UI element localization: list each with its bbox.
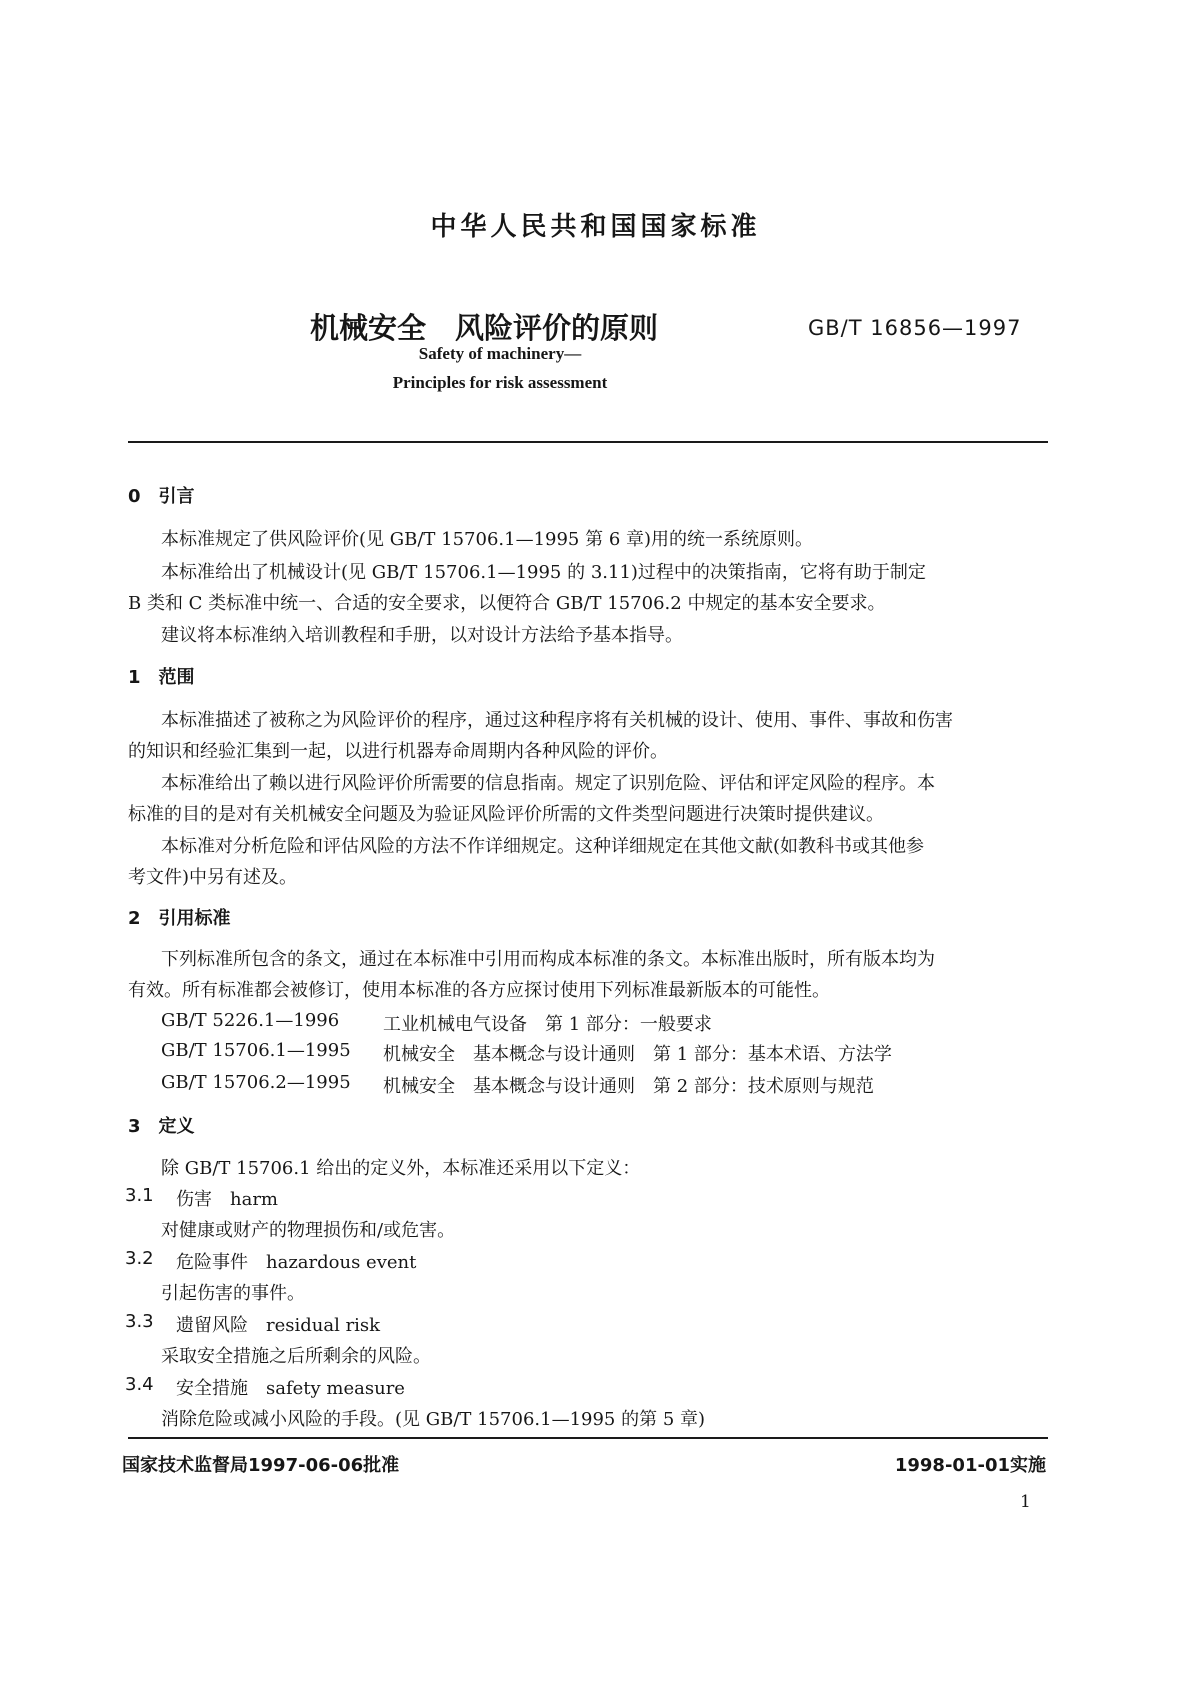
section-2-line: 有效。所有标准都会被修订，使用本标准的各方应探讨使用下列标准最新版本的可能性。	[128, 980, 830, 1001]
section-0-line: 建议将本标准纳入培训教程和手册，以对设计方法给予基本指导。	[161, 625, 683, 646]
definition-text: 对健康或财产的物理损伤和/或危害。	[161, 1220, 456, 1241]
section-3-heading: 3 定义	[128, 1116, 195, 1137]
section-0-line: B 类和 C 类标准中统一、合适的安全要求，以便符合 GB/T 15706.2 中规定的基本安全要求。	[128, 593, 886, 614]
definition-number: 3.2	[125, 1248, 154, 1269]
definition-number: 3.4	[125, 1374, 154, 1395]
section-2-line: 下列标准所包含的条文，通过在本标准中引用而构成本标准的条文。本标准出版时，所有版本均为	[161, 949, 935, 970]
footer-rule	[128, 1437, 1048, 1439]
section-3-intro: 除 GB/T 15706.1 给出的定义外，本标准还采用以下定义：	[161, 1158, 641, 1179]
definition-text: 消除危险或减小风险的手段。(见 GB/T 15706.1—1995 的第 5 章)	[161, 1409, 706, 1430]
title-en-line-1: Safety of machinery—	[418, 344, 582, 363]
section-0-line: 本标准规定了供风险评价(见 GB/T 15706.1—1995 第 6 章)用的统一系统原则。	[161, 529, 814, 550]
approval-date: 国家技术监督局1997-06-06批准	[122, 1455, 400, 1476]
section-1-line: 标准的目的是对有关机械安全问题及为验证风险评价所需的文件类型问题进行决策时提供建议。	[128, 804, 884, 825]
section-1-line: 考文件)中另有述及。	[128, 867, 298, 888]
page-number: 1	[1020, 1492, 1031, 1512]
definition-term: 伤害 harm	[176, 1189, 278, 1210]
definition-term: 遗留风险 residual risk	[176, 1315, 381, 1336]
definition-term: 安全措施 safety measure	[176, 1378, 405, 1399]
effective-date: 1998-01-01实施	[894, 1455, 1046, 1476]
section-1-line: 的知识和经验汇集到一起，以进行机器寿命周期内各种风险的评价。	[128, 741, 668, 762]
reference-code: GB/T 5226.1—1996	[161, 1010, 340, 1031]
definition-term: 危险事件 hazardous event	[176, 1252, 417, 1273]
title-en-line-2: Principles for risk assessment	[392, 373, 608, 392]
reference-title: 工业机械电气设备 第 1 部分：一般要求	[383, 1014, 712, 1035]
definition-number: 3.1	[125, 1185, 154, 1206]
national-standard-label: 中华人民共和国国家标准	[430, 212, 761, 242]
definition-text: 采取安全措施之后所剩余的风险。	[161, 1346, 431, 1367]
reference-code: GB/T 15706.2—1995	[161, 1072, 351, 1093]
section-1-line: 本标准描述了被称之为风险评价的程序，通过这种程序将有关机械的设计、使用、事件、事故和伤害	[161, 710, 953, 731]
section-1-line: 本标准给出了赖以进行风险评价所需要的信息指南。规定了识别危险、评估和评定风险的程序。本	[161, 773, 935, 794]
standard-code: GB/T 16856—1997	[808, 316, 1022, 340]
section-1-heading: 1 范围	[128, 667, 195, 688]
section-0-heading: 0 引言	[128, 486, 195, 507]
section-1-line: 本标准对分析危险和评估风险的方法不作详细规定。这种详细规定在其他文献(如教科书或其他参	[161, 836, 925, 857]
definition-text: 引起伤害的事件。	[161, 1283, 305, 1304]
title-cn: 机械安全 风险评价的原则	[310, 311, 659, 345]
section-0-line: 本标准给出了机械设计(见 GB/T 15706.1—1995 的 3.11)过程中的决策指南，它将有助于制定	[161, 562, 926, 583]
reference-title: 机械安全 基本概念与设计通则 第 2 部分：技术原则与规范	[383, 1076, 874, 1097]
definition-number: 3.3	[125, 1311, 154, 1332]
reference-code: GB/T 15706.1—1995	[161, 1040, 351, 1061]
header-rule	[128, 441, 1048, 443]
reference-title: 机械安全 基本概念与设计通则 第 1 部分：基本术语、方法学	[383, 1044, 892, 1065]
section-2-heading: 2 引用标准	[128, 908, 231, 929]
